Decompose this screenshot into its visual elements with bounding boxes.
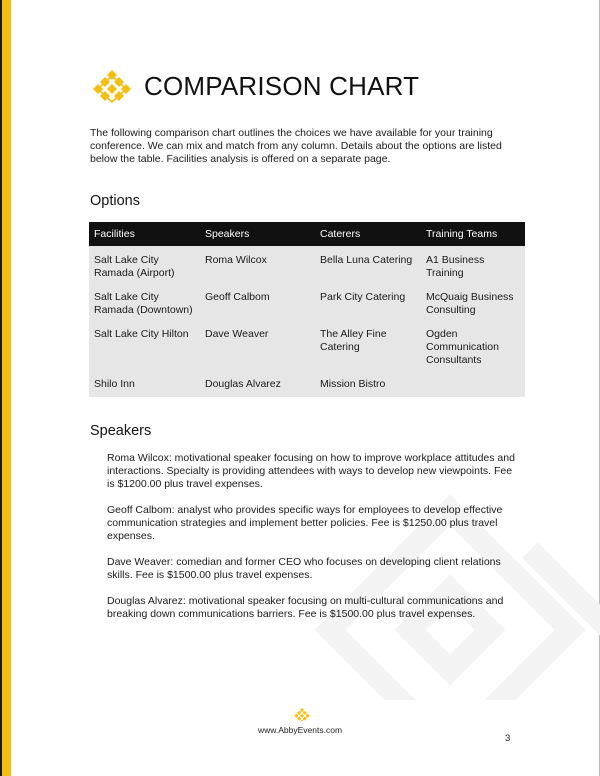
table-cell-speaker: Geoff Calbom <box>200 286 315 323</box>
footer-url-link[interactable]: www.AbbyEvents.com <box>257 725 343 735</box>
table-row <box>89 286 525 323</box>
column-header-facilities: Facilities <box>89 222 200 246</box>
table-cell-facility: Salt Lake City Ramada (Airport) <box>89 246 200 286</box>
table-cell-facility: Salt Lake City Hilton <box>89 323 200 373</box>
table-cell-caterer: Mission Bistro <box>315 373 421 397</box>
diamond-lattice-logo-icon <box>90 68 134 104</box>
table-row <box>89 373 525 397</box>
options-table <box>89 222 525 397</box>
table-cell-training-team: Ogden Communication Consultants <box>421 323 525 373</box>
speaker-description: Douglas Alvarez: motivational speaker focusing on multi-cultural communications and breaking down communications barriers. Fee is $1500.00 plus travel expenses. <box>107 595 504 620</box>
page-edge-yellow-stripe <box>2 0 11 776</box>
table-cell-caterer: The Alley Fine Catering <box>315 323 421 373</box>
table-cell-speaker: Dave Weaver <box>200 323 315 373</box>
table-cell-caterer: Park City Catering <box>315 286 421 323</box>
table-cell-facility: Salt Lake City Ramada (Downtown) <box>89 286 200 323</box>
speaker-description: Dave Weaver: comedian and former CEO who focuses on developing client relations skills. Fee is $1500.00 plus travel expenses. <box>107 556 501 581</box>
table-row <box>89 246 525 286</box>
document-header <box>90 68 419 104</box>
footer-logo-icon <box>293 707 311 722</box>
page-title: COMPARISON CHART <box>144 70 420 101</box>
table-cell-training-team: A1 Business Training <box>421 246 525 286</box>
column-header-training-teams: Training Teams <box>421 222 525 246</box>
speaker-description: Geoff Calbom: analyst who provides specific ways for employees to develop effective communication strategies and implement better policies. Fee is $1250.00 plus travel expenses. <box>107 504 503 542</box>
table-cell-facility: Shilo Inn <box>89 373 200 397</box>
table-cell-speaker: Douglas Alvarez <box>200 373 315 397</box>
table-row <box>89 323 525 373</box>
column-header-speakers: Speakers <box>200 222 315 246</box>
column-header-caterers: Caterers <box>315 222 421 246</box>
page-number: 3 <box>505 733 511 744</box>
table-header-row <box>89 222 525 246</box>
speaker-description: Roma Wilcox: motivational speaker focusing on how to improve workplace attitudes and interactions. Specialty is providing attendees with ways to develop new viewpoints. Fee is $1200.00 plus travel expenses. <box>107 452 515 490</box>
table-cell-speaker: Roma Wilcox <box>200 246 315 286</box>
options-heading: Options <box>90 193 140 209</box>
table-cell-caterer: Bella Luna Catering <box>315 246 421 286</box>
table-cell-training-team: McQuaig Business Consulting <box>421 286 525 323</box>
speakers-heading: Speakers <box>90 423 152 439</box>
table-cell-training-team <box>421 373 525 397</box>
intro-paragraph: The following comparison chart outlines the choices we have available for your training conference. We can mix and match from any column. Details about the options are listed below the table. Facilities analysis is offered on a separate page. <box>90 127 502 165</box>
speakers-list <box>107 452 517 634</box>
